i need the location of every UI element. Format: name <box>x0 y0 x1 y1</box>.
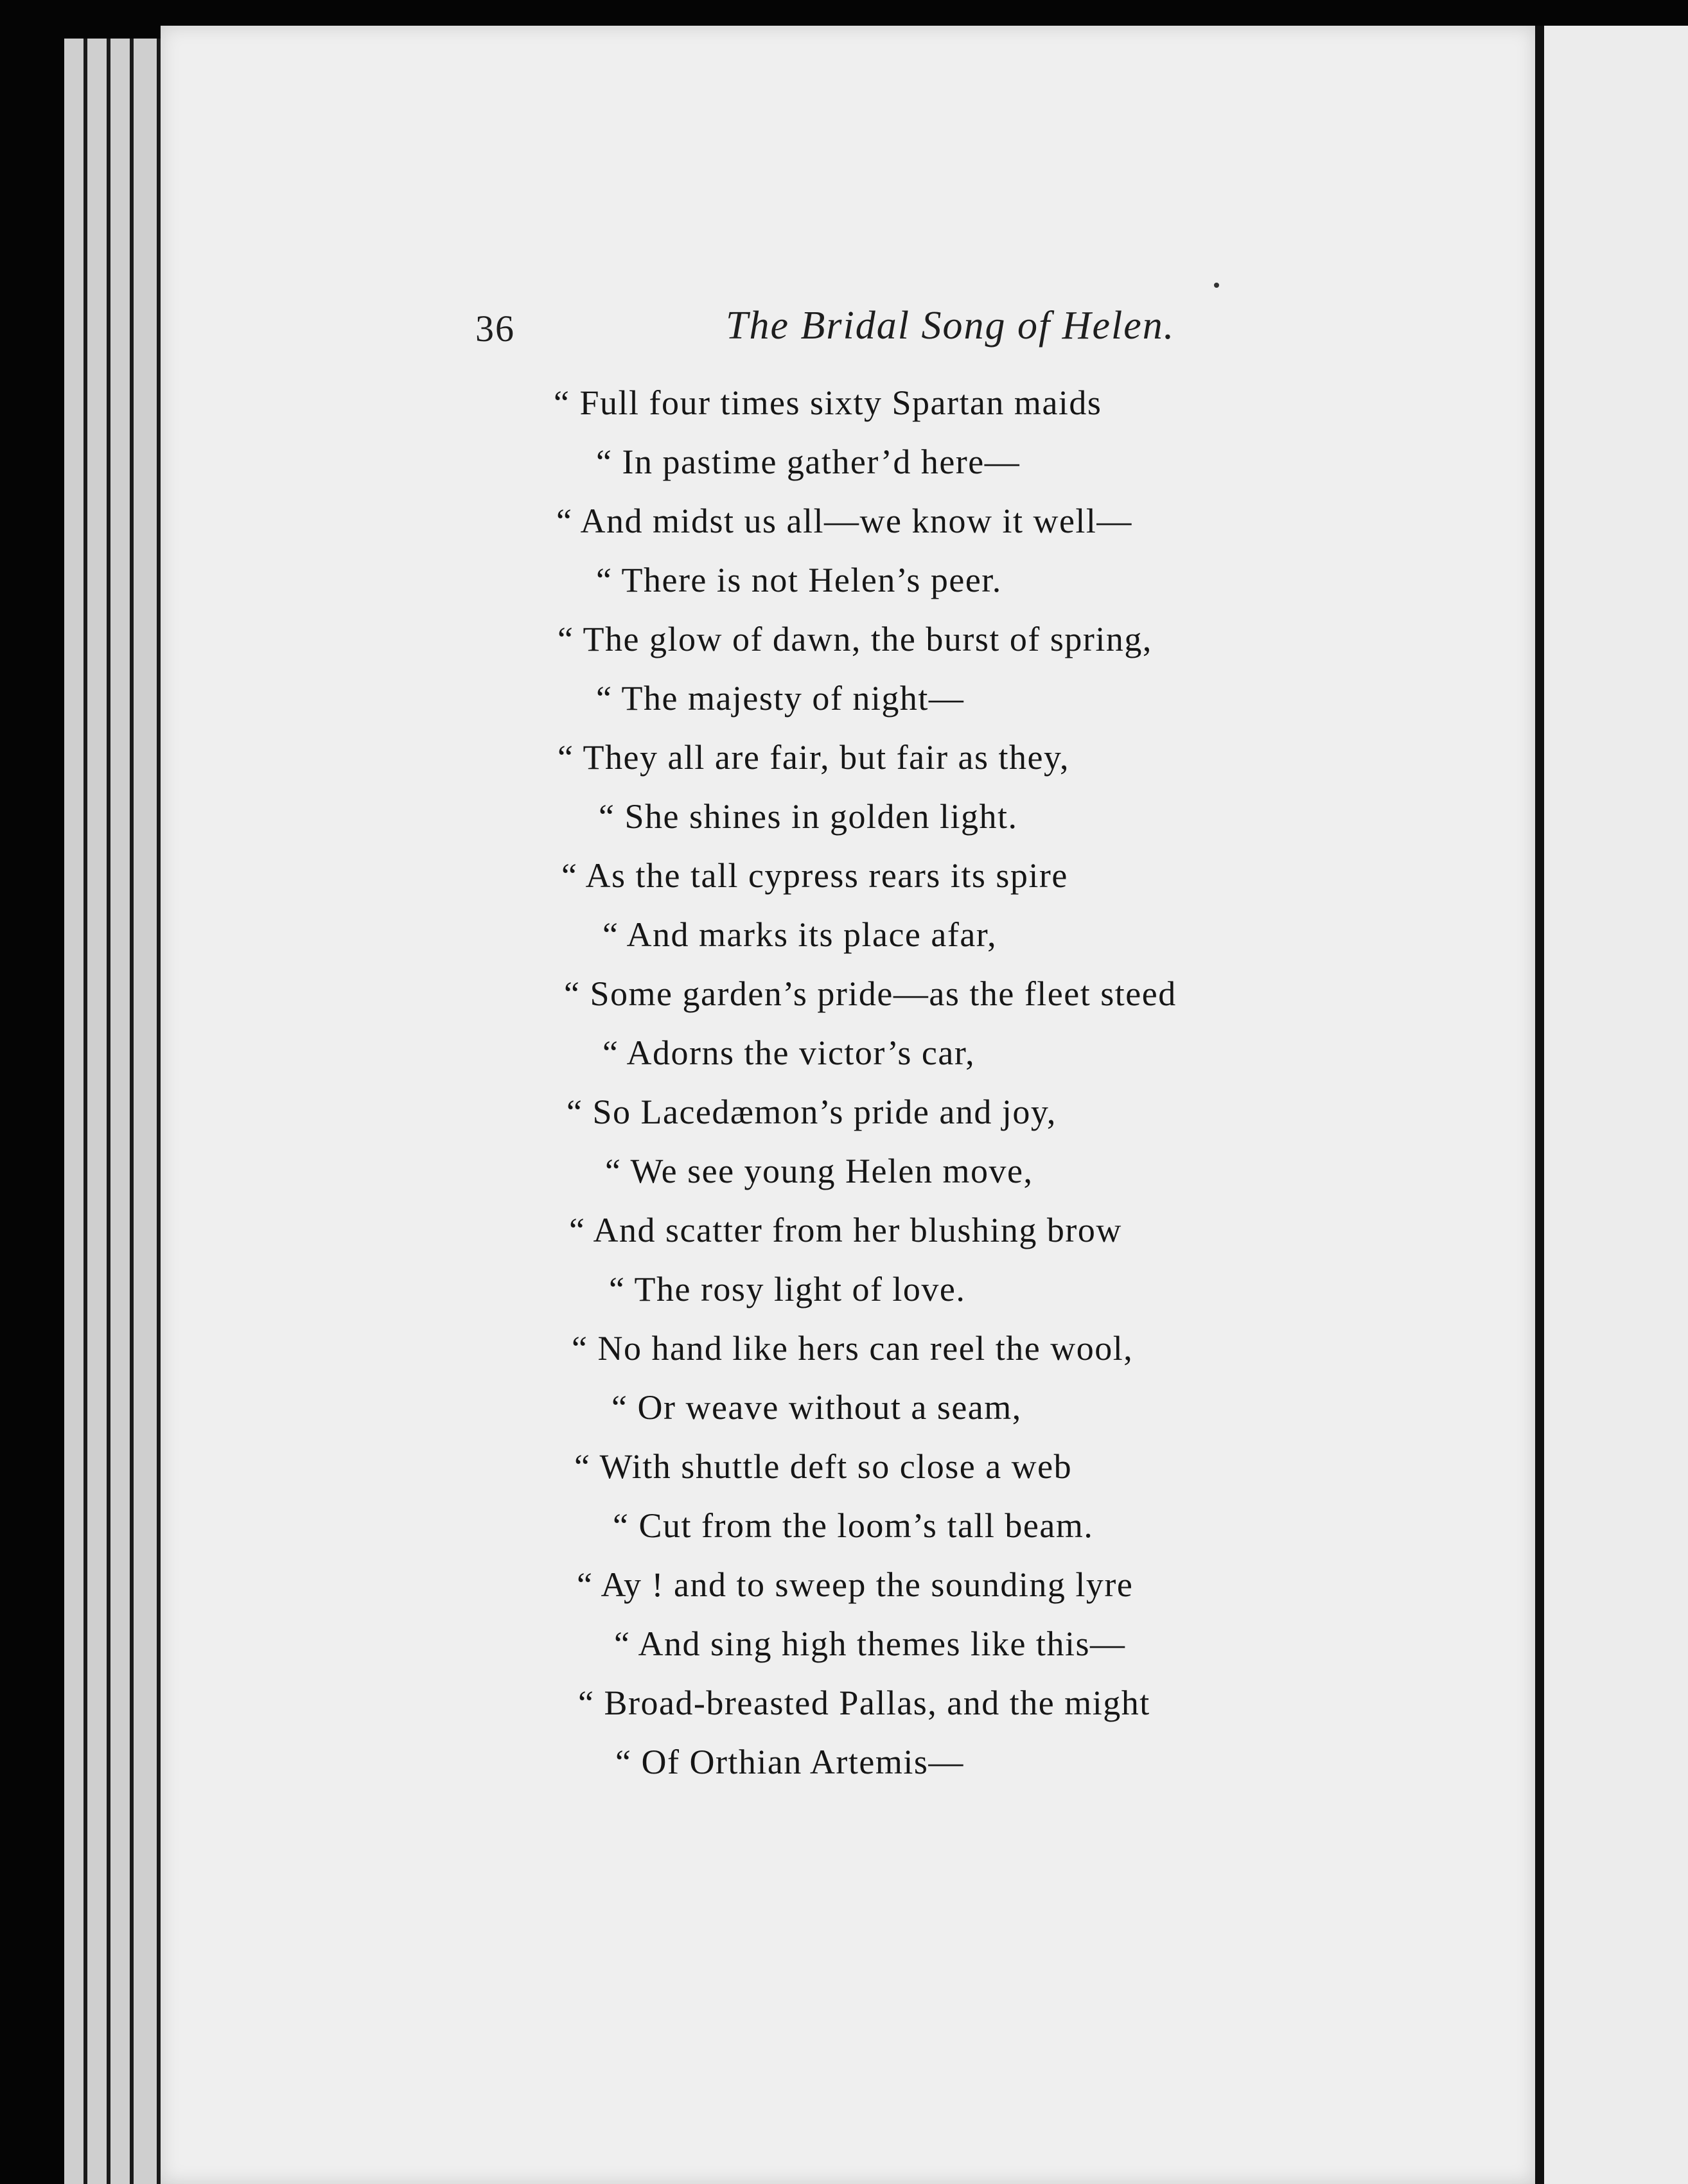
poem-line: “ And sing high themes like this— <box>614 1625 1126 1663</box>
poem-line: “ Broad-breasted Pallas, and the might <box>578 1684 1150 1722</box>
poem-line: “ So Lacedæmon’s pride and joy, <box>567 1093 1057 1131</box>
poem-line: “ Cut from the loom’s tall beam. <box>613 1506 1094 1545</box>
poem-line: “ She shines in golden light. <box>599 797 1018 836</box>
poem-line: “ The glow of dawn, the burst of spring, <box>558 620 1152 658</box>
poem-line: “ There is not Helen’s peer. <box>596 561 1002 599</box>
poem-line: “ And scatter from her blushing brow <box>569 1211 1122 1249</box>
poem-line: “ And marks its place afar, <box>602 915 998 954</box>
poem-line: “ Or weave without a seam, <box>611 1388 1022 1427</box>
poem-line: “ Adorns the victor’s car, <box>602 1034 976 1072</box>
poem-line: “ They all are fair, but fair as they, <box>558 738 1069 777</box>
poem-line: “ Some garden’s pride—as the fleet steed <box>564 974 1177 1013</box>
poem-line: “ The rosy light of love. <box>609 1270 966 1308</box>
poem-line: “ Of Orthian Artemis— <box>615 1743 964 1781</box>
poem-line: “ Full four times sixty Spartan maids <box>554 383 1102 422</box>
poem-line: “ We see young Helen move, <box>605 1152 1033 1190</box>
poem-line: “ The majesty of night— <box>596 679 965 718</box>
poem-line: “ Ay ! and to sweep the sounding lyre <box>577 1565 1134 1604</box>
running-title: The Bridal Song of Helen. <box>726 304 1175 348</box>
poem-line: “ No hand like hers can reel the wool, <box>572 1329 1134 1368</box>
poem-line: “ As the tall cypress rears its spire <box>561 856 1068 895</box>
poem-line: “ In pastime gather’d here— <box>596 443 1021 481</box>
poem-line: “ And midst us all—we know it well— <box>556 502 1132 540</box>
page-number: 36 <box>475 308 515 349</box>
poem-line: “ With shuttle deft so close a web <box>574 1447 1073 1486</box>
